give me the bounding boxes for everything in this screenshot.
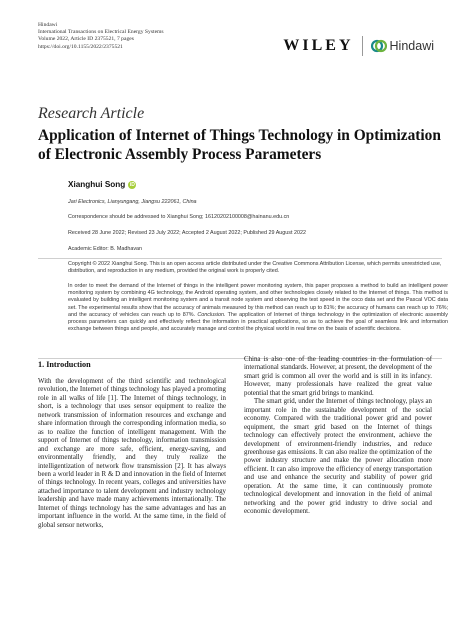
journal-name: International Transactions on Electrical Energy Systems bbox=[38, 29, 164, 36]
hindawi-wordmark: Hindawi bbox=[389, 39, 434, 53]
wiley-logo: WILEY bbox=[283, 37, 354, 54]
abstract-body: In order to meet the demand of the Internet of things in the intelligent power monitoring system, this paper proposes a method to build an intelligent power monitoring system by combining 4G technology, the Android operating system, and other technologies closely related to the Internet of things. This method is evaluated by building an intelligent monitoring system and a transit node system and observing the test speed in the coco data set and the Pascal VOC data set. The experimental results show that the accuracy of animals measured by this method can reach up to 81%; the accuracy of humans can reach up to 76%; and the accuracy of vehicles can reach up to 87%. bbox=[68, 283, 448, 318]
journal-volume: Volume 2022, Article ID 2375521, 7 pages bbox=[38, 36, 134, 43]
left-column bbox=[38, 378, 226, 530]
orcid-icon[interactable]: iD bbox=[129, 181, 135, 188]
abstract-conclusion: The application of Internet of things technology in the optimization of electronic assembly process parameters can quickly and effectively reflect the information in practical applications, so as to achieve the goal of seamless link and information exchange between things and people, and accurately manage and control the physical world in real time on the basis of scientific decisions. bbox=[68, 311, 448, 333]
author-name: Xianghui Song bbox=[68, 180, 126, 189]
smart-grid-paragraph: The smart grid, under the Internet of things technology, plays an important role in the sustainable development of the social economy. Compared with the traditional power grid and power equipment, the smart grid based on the Internet of things technology can effectively protect the environment, achieve the development of environment-friendly industries, and reduce greenhouse gas emissions. It can also realize the optimization of the power industry structure and make the power allocation more efficient. It can also improve the efficiency of energy transportation and use and enhance the security and stability of power grid operation. At the same time, it can continuously promote technological development and innovation in the field of animal networking and the power grid industry to drive social and economic development. bbox=[244, 398, 432, 516]
affiliation: Jari Electronics, Lianyungang, Jiangsu 222061, China bbox=[68, 199, 197, 205]
article-type: Research Article bbox=[38, 105, 145, 122]
intro-paragraph: With the development of the third scientific and technological revolution, the Internet of things technology has played a promoting role in all walks of life [1]. The Internet of things technology, in short, is a technology that uses sensor equipment to realize the network transmission of information resources and exchange and share information through the corresponding information media, so as to realize the function of intelligent management. With the support of Internet of things technology, information transmission and exchange are more safe, efficient, energy-saving, and environmentally friendly, and they truly realize the intelligentization of network flow transmission [2]. It has always been a world leader in R & D and innovation in the field of Internet of things technology. In recent years, colleges and universities have attached importance to talent development and industry technology leadership and have made many achievements internationally. The Internet of things technology has the same advantages and has an important influence in the world. At the same time, in the field of global sensor networks, bbox=[38, 378, 226, 529]
hindawi-icon bbox=[371, 38, 387, 54]
journal-doi[interactable]: https://doi.org/10.1155/2022/2375521 bbox=[38, 43, 123, 50]
intro-paragraph-continued: China is also one of the leading countries in the formulation of international standards. However, at present, the development of the smart grid is common all over the world and is still in its infancy. However, many professionals have realized the great value potential that the smart grid brings to mankind. bbox=[244, 356, 432, 397]
journal-info bbox=[38, 22, 164, 51]
correspondence: Correspondence should be addressed to Xianghui Song; 16120202100008@hainanu.edu.cn bbox=[68, 214, 290, 220]
copyright-notice: Copyright © 2022 Xianghui Song. This is an open access article distributed under the Creative Commons Attribution License, which permits unrestricted use, distribution, and reproduction in any medium, provided the original work is properly cited. bbox=[68, 261, 442, 275]
logo-divider bbox=[362, 36, 363, 56]
author-line bbox=[68, 180, 136, 189]
hindawi-logo bbox=[371, 38, 434, 54]
article-title: Application of Internet of Things Technology in Optimization of Electronic Assembly Process Parameters bbox=[38, 127, 441, 163]
academic-editor: Academic Editor: B. Madhavan bbox=[68, 246, 143, 252]
section-heading: 1. Introduction bbox=[38, 360, 91, 369]
abstract-conclusion-label: Conclusion. bbox=[197, 311, 226, 318]
abstract bbox=[68, 283, 448, 333]
divider-top bbox=[38, 258, 442, 259]
right-column bbox=[244, 356, 432, 517]
publisher-logos bbox=[283, 36, 434, 56]
article-dates: Received 28 June 2022; Revised 23 July 2022; Accepted 2 August 2022; Published 29 August 2022 bbox=[68, 230, 306, 236]
journal-publisher-line: Hindawi bbox=[38, 22, 58, 28]
